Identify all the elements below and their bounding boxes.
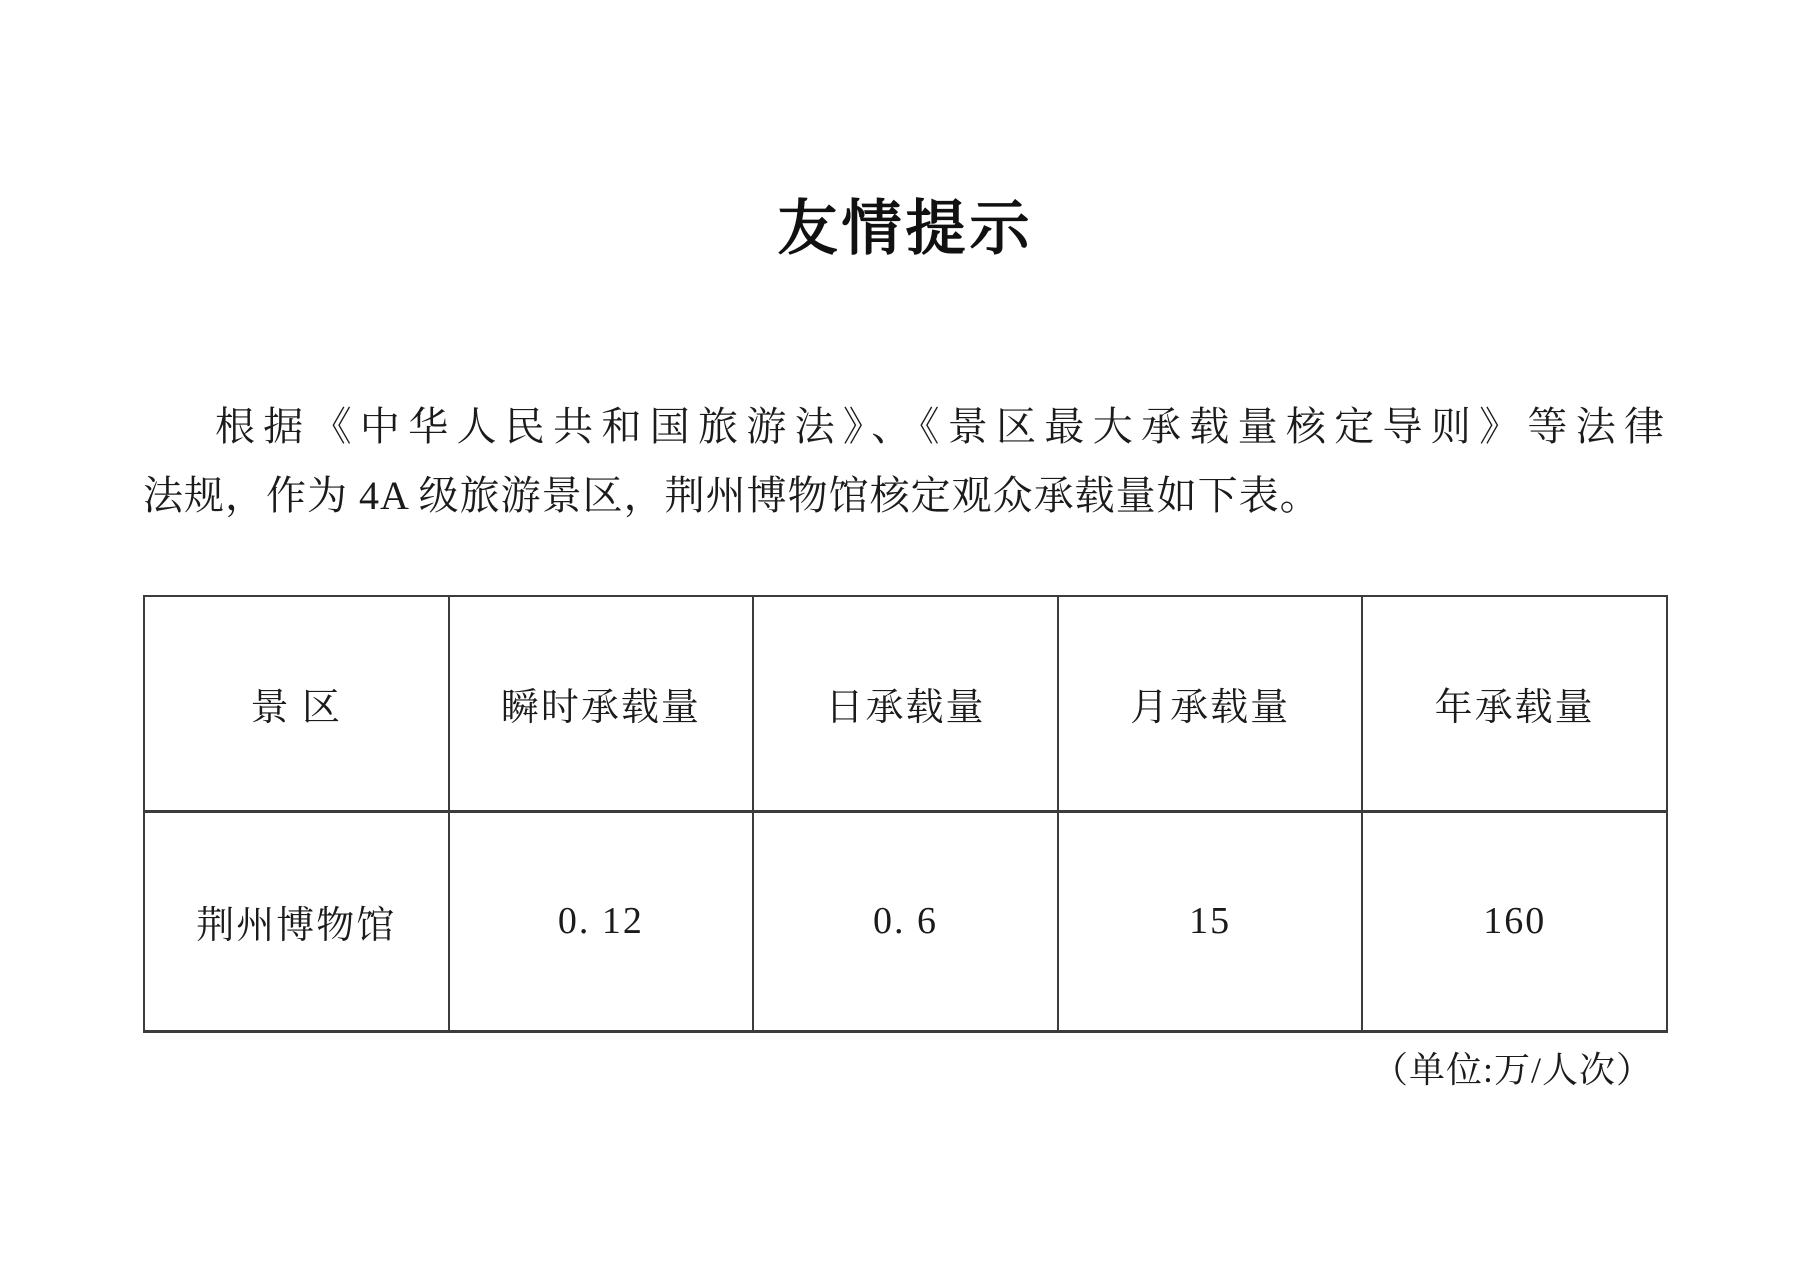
cell-scenic-area: 荆州博物馆 — [144, 811, 449, 1031]
notice-paragraph — [143, 392, 1665, 530]
header-scenic-area: 景 区 — [144, 596, 449, 811]
header-monthly-capacity: 月承载量 — [1058, 596, 1363, 811]
header-instant-capacity: 瞬时承载量 — [449, 596, 754, 811]
header-annual-capacity: 年承载量 — [1362, 596, 1667, 811]
capacity-table — [143, 595, 1668, 1033]
cell-instant-capacity: 0. 12 — [449, 811, 754, 1031]
unit-note: （单位:万/人次） — [1371, 1050, 1653, 1090]
notice-paragraph-line-1: 根据《中华人民共和国旅游法》、《景区最大承载量核定导则》等法律 — [215, 404, 1665, 449]
cell-annual-capacity: 160 — [1362, 811, 1667, 1031]
capacity-table-body — [144, 811, 1667, 1031]
header-daily-capacity: 日承载量 — [753, 596, 1058, 811]
cell-monthly-capacity: 15 — [1058, 811, 1363, 1031]
page-title: 友情提示 — [777, 196, 1034, 262]
table-header-row — [144, 596, 1667, 811]
capacity-table-header — [144, 596, 1667, 811]
cell-daily-capacity: 0. 6 — [753, 811, 1058, 1031]
table-row — [144, 811, 1667, 1031]
notice-paragraph-line-2: 法规，作为 4A 级旅游景区，荆州博物馆核定观众承载量如下表。 — [143, 473, 1321, 518]
